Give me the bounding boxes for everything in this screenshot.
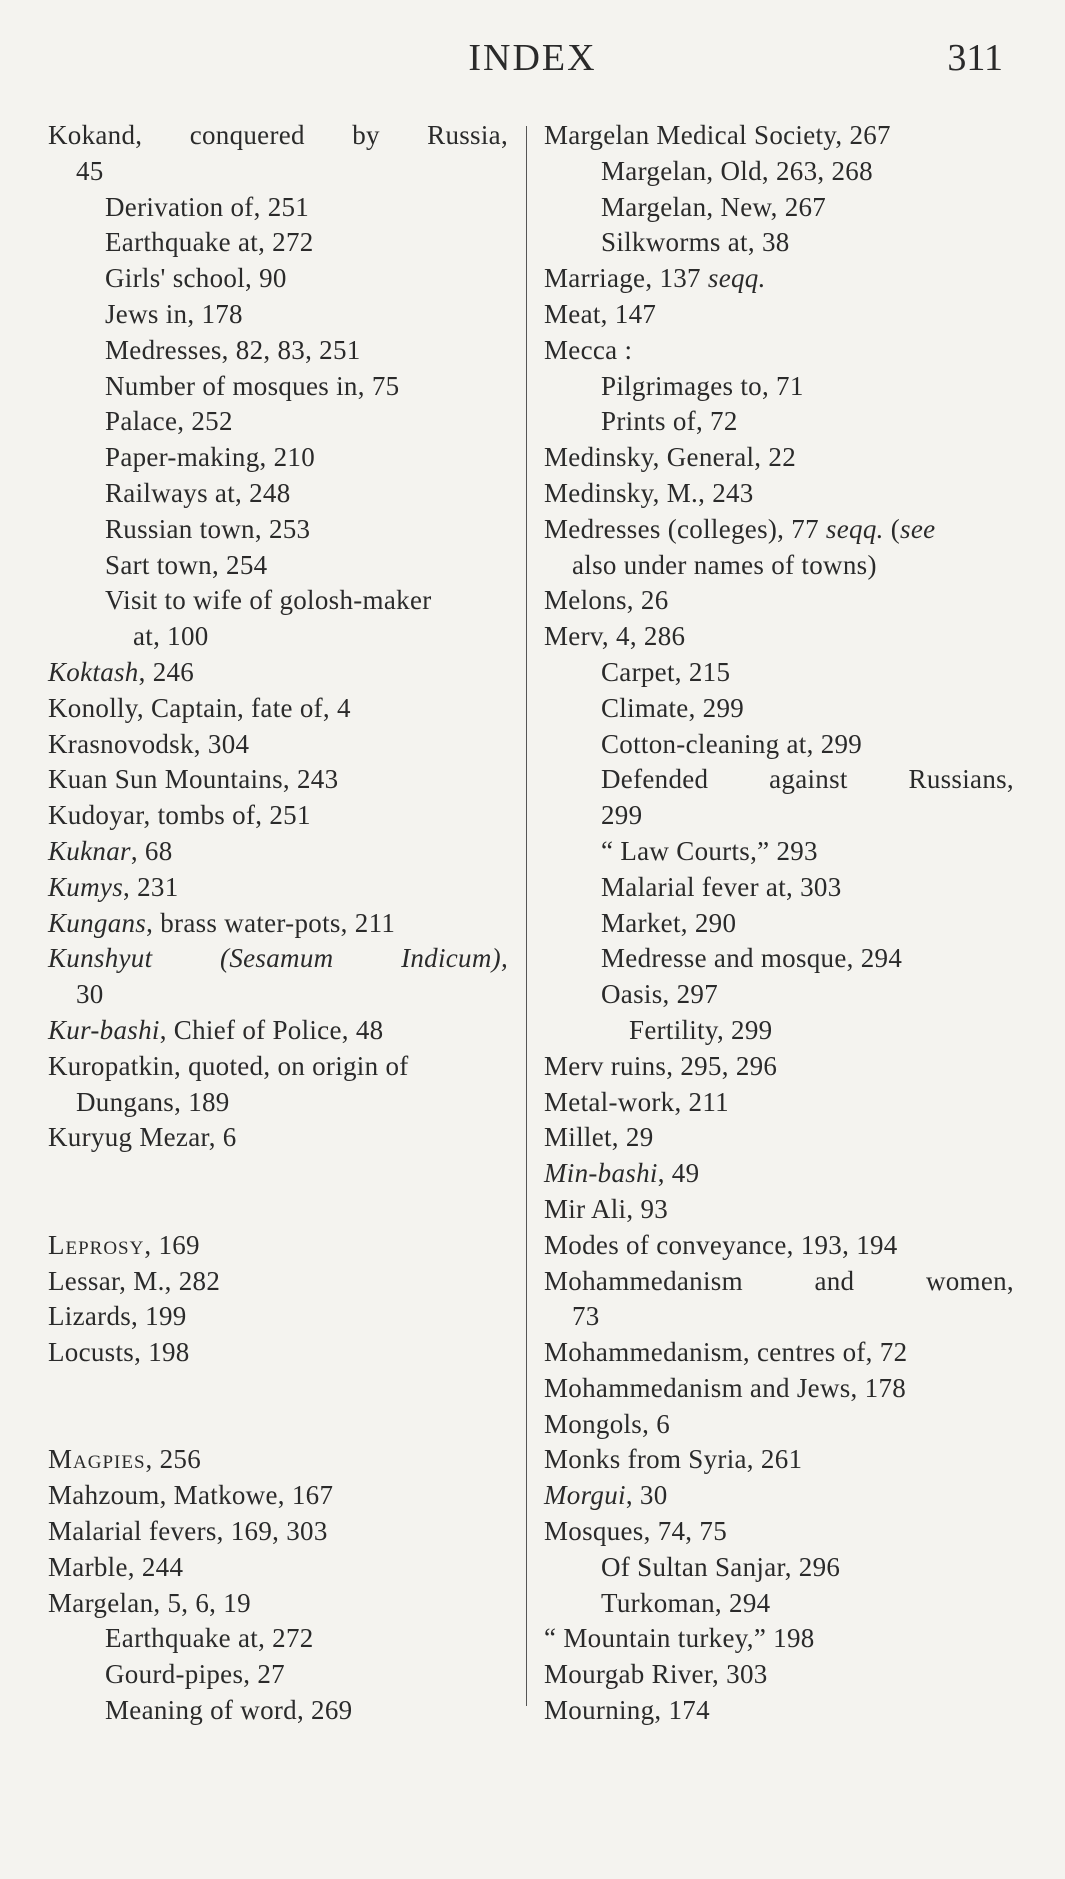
index-entry — [48, 870, 508, 906]
entry-text: Leprosy — [48, 1229, 145, 1260]
entry-text: Modes of conveyance, 193, 194 — [544, 1229, 898, 1260]
index-subentry — [48, 369, 508, 405]
entry-text: 45 — [76, 155, 104, 186]
entry-text: Kungans — [48, 907, 147, 938]
entry-text: 299 — [601, 800, 643, 831]
index-entry — [48, 691, 508, 727]
index-entry — [544, 1371, 1014, 1407]
entry-text: Kuryug Mezar, 6 — [48, 1122, 237, 1153]
index-entry — [544, 1264, 1014, 1300]
entry-text: Russians, — [908, 764, 1014, 795]
index-entry — [48, 834, 508, 870]
index-entry — [48, 1514, 508, 1550]
index-entry — [48, 1264, 508, 1300]
index-subentry — [544, 1550, 1014, 1586]
entry-text: Earthquake at, 272 — [105, 1623, 314, 1654]
index-entry-continuation — [48, 154, 508, 190]
entry-text: Medresses (colleges), 77 — [544, 513, 826, 544]
index-entry-continuation — [544, 548, 1014, 584]
entry-text: Turkoman, 294 — [601, 1587, 771, 1618]
entry-text: Medinsky, M., 243 — [544, 477, 754, 508]
entry-text: Morgui — [544, 1480, 626, 1511]
entry-text: Margelan Medical Society, 267 — [544, 120, 891, 150]
entry-text: Medresses, 82, 83, 251 — [105, 334, 361, 365]
index-entry — [544, 619, 1014, 655]
entry-text: Margelan, 5, 6, 19 — [48, 1587, 251, 1618]
index-entry — [544, 261, 1014, 297]
index-entry — [48, 1442, 508, 1478]
entry-text: Locusts, 198 — [48, 1337, 190, 1368]
entry-text: Medresse and mosque, 294 — [601, 943, 903, 974]
entry-text: seqq. — [707, 263, 766, 294]
entry-text: conquered — [189, 120, 305, 150]
entry-text: also under names of towns) — [572, 549, 877, 580]
index-subentry — [48, 583, 508, 619]
entry-text: Millet, 29 — [544, 1122, 654, 1153]
index-column-left — [48, 118, 508, 1729]
entry-text: , 68 — [130, 835, 173, 866]
index-entry — [544, 1156, 1014, 1192]
index-subentry — [544, 225, 1014, 261]
entry-text: Jews in, 178 — [105, 298, 243, 329]
index-entry — [544, 1478, 1014, 1514]
entry-text: Russia, — [427, 120, 508, 150]
index-entry — [48, 762, 508, 798]
index-subentry — [48, 333, 508, 369]
entry-text: , brass water-pots, 211 — [146, 907, 396, 938]
entry-text: Marriage, 137 — [544, 263, 708, 294]
index-entry — [544, 440, 1014, 476]
index-entry — [48, 1049, 508, 1085]
entry-text: Medinsky, General, 22 — [544, 442, 796, 473]
index-subentry — [544, 655, 1014, 691]
index-subentry — [48, 440, 508, 476]
entry-text: Russian town, 253 — [105, 513, 311, 544]
entry-text: Merv, 4, 286 — [544, 621, 686, 652]
entry-text: Climate, 299 — [601, 692, 745, 723]
index-entry — [544, 1228, 1014, 1264]
index-subentry — [48, 190, 508, 226]
index-entry — [48, 1478, 508, 1514]
entry-text: Malarial fevers, 169, 303 — [48, 1516, 328, 1547]
index-subentry — [48, 512, 508, 548]
entry-text: Sart town, 254 — [105, 549, 268, 580]
entry-text: (Sesamum — [220, 943, 334, 974]
index-entry — [544, 512, 1014, 548]
entry-text: Gourd-pipes, 27 — [105, 1659, 285, 1690]
entry-text: Kuknar — [48, 835, 131, 866]
entry-text: , 256 — [145, 1444, 202, 1475]
index-entry — [48, 1299, 508, 1335]
entry-text: “ Mountain turkey,” 198 — [544, 1623, 815, 1654]
index-entry-continuation — [48, 977, 508, 1013]
entry-text: Kuropatkin, quoted, on origin of — [48, 1050, 409, 1081]
entry-text: Mohammedanism, centres of, 72 — [544, 1337, 908, 1368]
index-subentry — [544, 798, 1014, 834]
index-entry-continuation — [48, 619, 508, 655]
index-subentry — [48, 225, 508, 261]
entry-text: Mahzoum, Matkowe, 167 — [48, 1480, 334, 1511]
index-entry — [48, 1550, 508, 1586]
entry-text: Dungans, 189 — [76, 1086, 230, 1117]
entry-text: Derivation of, 251 — [105, 191, 310, 222]
entry-text: Margelan, New, 267 — [601, 191, 827, 222]
entry-text: Earthquake at, 272 — [105, 227, 314, 258]
entry-text: against — [769, 764, 848, 795]
index-subentry — [544, 154, 1014, 190]
index-entry-continuation — [48, 1085, 508, 1121]
index-subentry — [544, 870, 1014, 906]
index-entry — [48, 727, 508, 763]
entry-text: Marble, 244 — [48, 1551, 184, 1582]
entry-text: Koktash — [48, 656, 139, 687]
entry-text: Indicum), — [401, 943, 508, 974]
entry-text: Number of mosques in, 75 — [105, 370, 400, 401]
index-subentry — [48, 1657, 508, 1693]
entry-text: Mourgab River, 303 — [544, 1659, 768, 1690]
entry-text: by — [352, 120, 380, 150]
entry-text: Mohammedanism — [544, 1265, 743, 1296]
entry-text: , 30 — [625, 1480, 668, 1511]
index-entry — [544, 476, 1014, 512]
index-entry — [544, 333, 1014, 369]
column-divider — [526, 126, 527, 1706]
index-subentry — [544, 691, 1014, 727]
index-entry — [544, 1621, 1014, 1657]
index-entry — [48, 1013, 508, 1049]
entry-text: Mongols, 6 — [544, 1408, 671, 1439]
entry-text: Silkworms at, 38 — [601, 227, 790, 258]
entry-text: Metal-work, 211 — [544, 1086, 729, 1117]
entry-text: , 49 — [657, 1158, 700, 1189]
index-entry — [544, 1120, 1014, 1156]
section-gap — [48, 1156, 508, 1228]
index-subentry — [544, 1013, 1014, 1049]
index-entry — [544, 1085, 1014, 1121]
index-entry — [544, 1192, 1014, 1228]
entry-text: see — [900, 513, 936, 544]
index-entry — [544, 1514, 1014, 1550]
entry-text: 73 — [572, 1301, 600, 1332]
entry-text: Meat, 147 — [544, 298, 657, 329]
index-subentry — [48, 476, 508, 512]
index-subentry — [48, 261, 508, 297]
entry-text: Palace, 252 — [105, 406, 233, 437]
entry-text: Fertility, 299 — [629, 1014, 773, 1045]
entry-text: Min-bashi — [544, 1158, 658, 1189]
entry-text: Mosques, 74, 75 — [544, 1516, 728, 1547]
index-entry — [544, 1335, 1014, 1371]
entry-text: Visit to wife of golosh-maker — [105, 585, 432, 616]
entry-text: Lizards, 199 — [48, 1301, 187, 1332]
index-subentry — [544, 727, 1014, 763]
entry-text: Magpies — [48, 1444, 146, 1475]
index-entry — [544, 1049, 1014, 1085]
entry-text: Konolly, Captain, fate of, 4 — [48, 692, 351, 723]
entry-text: Melons, 26 — [544, 585, 669, 616]
index-entry — [544, 297, 1014, 333]
entry-text: Carpet, 215 — [601, 656, 731, 687]
entry-text: Mecca : — [544, 334, 633, 365]
entry-text: , 231 — [123, 871, 179, 902]
running-title: INDEX — [468, 37, 597, 79]
index-entry — [48, 941, 508, 977]
index-entry — [544, 118, 1014, 154]
index-entry — [544, 1693, 1014, 1729]
index-subentry — [48, 548, 508, 584]
entry-text: Defended — [601, 764, 709, 795]
index-entry — [48, 1335, 508, 1371]
index-column-right — [544, 118, 1014, 1729]
section-gap — [48, 1371, 508, 1443]
index-entry — [48, 906, 508, 942]
index-subentry — [544, 1586, 1014, 1622]
entry-text: Kuan Sun Mountains, 243 — [48, 764, 339, 795]
entry-text: Monks from Syria, 261 — [544, 1444, 803, 1475]
entry-text: Cotton-cleaning at, 299 — [601, 728, 863, 759]
index-entry — [48, 118, 508, 154]
entry-text: Oasis, 297 — [601, 979, 718, 1010]
entry-text: Pilgrimages to, 71 — [601, 370, 804, 401]
index-entry — [544, 1407, 1014, 1443]
entry-text: Mir Ali, 93 — [544, 1193, 669, 1224]
entry-text: women, — [925, 1265, 1014, 1296]
entry-text: Krasnovodsk, 304 — [48, 728, 250, 759]
index-entry — [48, 1120, 508, 1156]
index-subentry — [48, 1621, 508, 1657]
index-entry — [544, 1657, 1014, 1693]
index-subentry — [544, 977, 1014, 1013]
entry-text: Margelan, Old, 263, 268 — [601, 155, 873, 186]
index-entry-continuation — [544, 1299, 1014, 1335]
entry-text: seqq. — [825, 513, 884, 544]
entry-text: Market, 290 — [601, 907, 737, 938]
entry-text: Girls' school, 90 — [105, 263, 287, 294]
entry-text: ( — [883, 513, 901, 544]
entry-text: , Chief of Police, 48 — [159, 1014, 384, 1045]
entry-text: Lessar, M., 282 — [48, 1265, 221, 1296]
entry-text: , 246 — [138, 656, 195, 687]
entry-text: Kur-bashi — [48, 1014, 160, 1045]
index-subentry — [544, 404, 1014, 440]
index-subentry — [544, 190, 1014, 226]
entry-text: 30 — [76, 979, 104, 1010]
index-subentry — [544, 941, 1014, 977]
entry-text: Railways at, 248 — [105, 477, 291, 508]
index-entry — [48, 655, 508, 691]
entry-text: Merv ruins, 295, 296 — [544, 1050, 778, 1081]
entry-text: Kudoyar, tombs of, 251 — [48, 800, 311, 831]
entry-text: and — [814, 1265, 855, 1296]
entry-text: Kokand, — [48, 120, 143, 150]
page-number: 311 — [947, 37, 1003, 79]
index-subentry — [48, 404, 508, 440]
entry-text: Kunshyut — [48, 943, 153, 974]
index-subentry — [48, 297, 508, 333]
index-subentry — [48, 1693, 508, 1729]
index-entry — [48, 1586, 508, 1622]
entry-text: Meaning of word, 269 — [105, 1695, 353, 1726]
entry-text: Malarial fever at, 303 — [601, 871, 842, 902]
index-entry — [544, 583, 1014, 619]
entry-text: at, 100 — [133, 621, 209, 652]
entry-text: “ Law Courts,” 293 — [601, 835, 818, 866]
index-entry — [48, 1228, 508, 1264]
index-subentry — [544, 906, 1014, 942]
entry-text: Paper-making, 210 — [105, 442, 316, 473]
entry-text: Mohammedanism and Jews, 178 — [544, 1372, 907, 1403]
index-entry — [544, 1442, 1014, 1478]
index-subentry — [544, 834, 1014, 870]
index-subentry — [544, 762, 1014, 798]
index-entry — [48, 798, 508, 834]
entry-text: Of Sultan Sanjar, 296 — [601, 1551, 841, 1582]
entry-text: Prints of, 72 — [601, 406, 738, 437]
entry-text: Mourning, 174 — [544, 1695, 710, 1726]
entry-text: Kumys — [48, 871, 123, 902]
entry-text: , 169 — [144, 1229, 200, 1260]
index-subentry — [544, 369, 1014, 405]
